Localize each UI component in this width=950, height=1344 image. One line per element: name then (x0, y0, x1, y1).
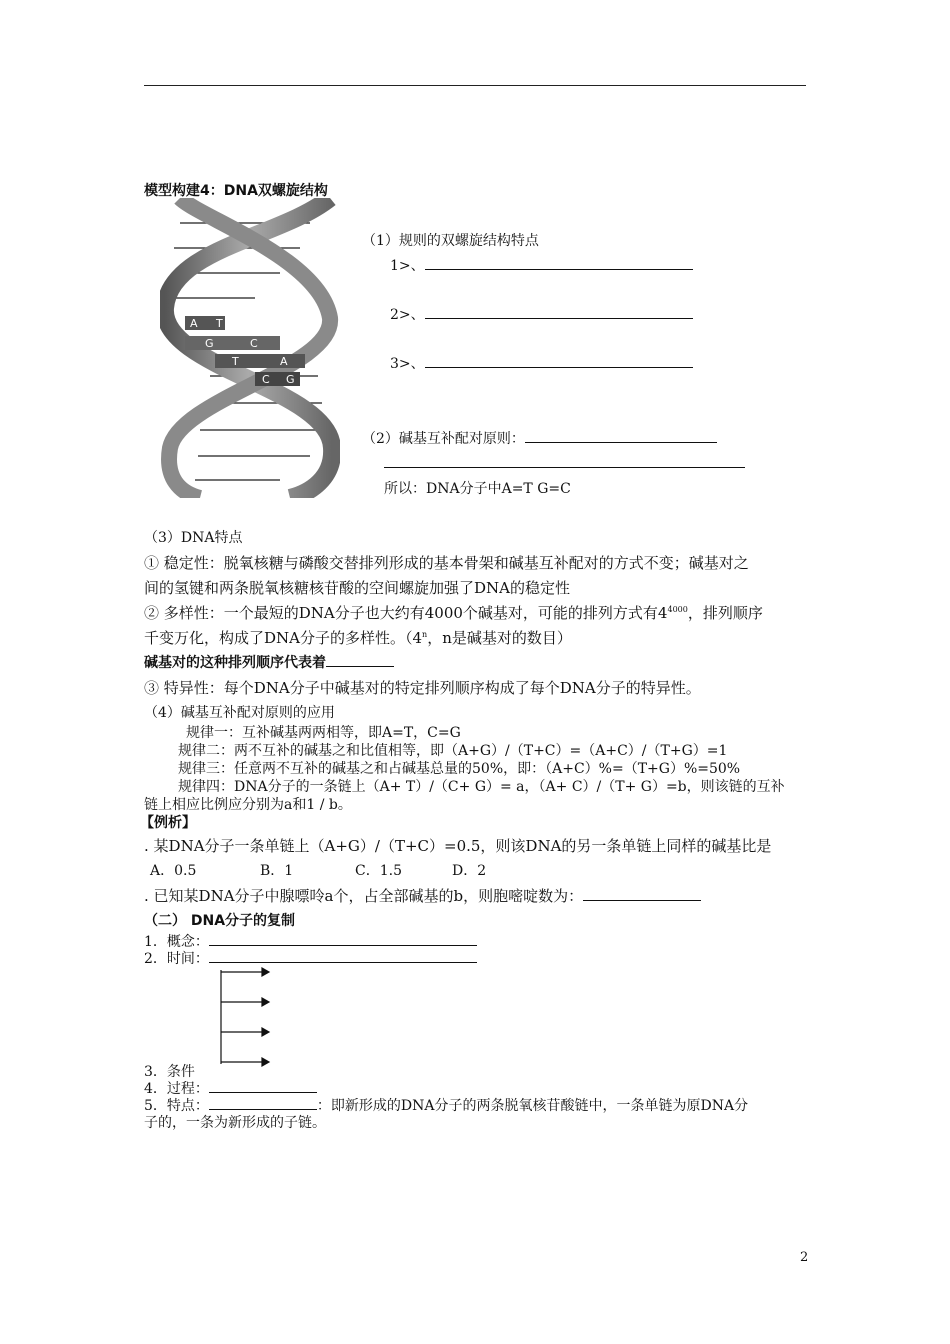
replication-title: （二） DNA分子的复制 (144, 913, 296, 929)
diversity-text: ② 多样性：一个最短的DNA分子也大约有4000个碱基对，可能的排列方式有4 (144, 604, 668, 622)
answer-blank[interactable] (209, 931, 477, 946)
replication-feature-line-2: 子的，一条为新形成的子链。 (144, 1115, 326, 1131)
example-header: 【例析】 (140, 815, 196, 831)
base-label: G (205, 337, 214, 350)
specificity-line: ③ 特异性：每个DNA分子中碱基对的特定排列顺序构成了每个DNA分子的特异性。 (144, 679, 701, 697)
rule-3: 规律三：任意两不互补的碱基之和占碱基总量的50%，即：（A+C）%=（T+G）%=50% (178, 761, 741, 777)
example-q2: . 已知某DNA分子中腺嘌呤a个，占全部碱基的b，则胞嘧啶数为： (144, 887, 584, 905)
q1-option-d[interactable]: D．2 (452, 863, 487, 879)
part2-conclusion: 所以：DNA分子中A=T G=C (384, 481, 571, 497)
answer-blank[interactable] (209, 1078, 317, 1093)
part1-item-3 (390, 353, 693, 373)
part1-item-2 (390, 304, 693, 324)
conditions-bracket (218, 962, 278, 1072)
q1-option-c[interactable]: C．1.5 (355, 863, 402, 879)
replication-time-row (144, 948, 477, 968)
base-label: T (232, 355, 239, 368)
feature-text: ：即新形成的DNA分子的两条脱氧核苷酸链中，一条单链为原DNA分 (316, 1098, 749, 1114)
section-title: 模型构建4：DNA双螺旋结构 (144, 183, 328, 199)
page-number: 2 (800, 1250, 809, 1265)
diversity-line-2 (144, 627, 572, 648)
answer-blank[interactable] (525, 428, 717, 443)
stability-line-2: 间的氢键和两条脱氧核糖核苷酸的空间螺旋加强了DNA的稳定性 (144, 579, 570, 597)
diversity-text: ，n是碱基对的数目） (427, 629, 572, 647)
base-label: T (216, 317, 223, 330)
exponent: 4000 (667, 605, 688, 614)
base-label: C (262, 373, 270, 386)
base-label: A (190, 317, 198, 330)
item-label: 3>、 (390, 356, 425, 372)
base-label: C (250, 337, 258, 350)
dna-helix-figure (160, 198, 340, 498)
sequence-note-row (144, 652, 394, 672)
part1-title: （1）规则的双螺旋结构特点 (362, 233, 539, 249)
stability-line-1: ① 稳定性：脱氧核糖与磷酸交替排列形成的基本骨架和碱基互补配对的方式不变；碱基对之 (144, 554, 749, 572)
part4-title: （4）碱基互补配对原则的应用 (144, 705, 335, 721)
process-label: 4．过程： (144, 1081, 209, 1097)
feature-label: 5．特点： (144, 1098, 209, 1114)
time-label: 2．时间： (144, 951, 209, 967)
rule-4-line-2: 链上相应比例应分别为a和1 / b。 (144, 797, 352, 813)
base-label: G (286, 373, 295, 386)
item-label: 1>、 (390, 258, 425, 274)
item-label: 2>、 (390, 307, 425, 323)
answer-blank[interactable] (209, 1095, 317, 1110)
part1-item-1 (390, 255, 693, 275)
q1-option-a[interactable]: A．0.5 (150, 863, 197, 879)
sequence-note: 碱基对的这种排列顺序代表着 (144, 655, 326, 671)
rule-1: 规律一：互补碱基两两相等，即A=T，C=G (186, 725, 461, 741)
answer-blank[interactable] (425, 353, 693, 368)
header-rule (144, 85, 806, 86)
part2-title: （2）碱基互补配对原则： (362, 431, 525, 447)
answer-blank[interactable] (326, 652, 394, 667)
base-label: A (280, 355, 288, 368)
example-q2-row (144, 885, 701, 906)
answer-blank-line[interactable] (384, 467, 745, 468)
part2-title-row (362, 428, 717, 448)
q1-option-b[interactable]: B．1 (260, 863, 294, 879)
rule-4-line-1: 规律四：DNA分子的一条链上（A+ T）/（C+ G）= a，（A+ C）/（T+ G）=b，则该链的互补 (178, 779, 785, 795)
concept-label: 1．概念： (144, 934, 209, 950)
diversity-text: 千变万化，构成了DNA分子的多样性。（4 (144, 629, 423, 647)
rule-2: 规律二：两不互补的碱基之和比值相等，即（A+G）/（T+C）=（A+C）/（T+G）=1 (178, 743, 728, 759)
diversity-text: ，排列顺序 (687, 604, 763, 622)
diversity-line-1 (144, 602, 763, 623)
exponent: n (422, 630, 428, 639)
replication-conditions: 3．条件 (144, 1064, 195, 1080)
part3-title: （3）DNA特点 (144, 530, 243, 546)
answer-blank[interactable] (209, 948, 477, 963)
answer-blank[interactable] (583, 886, 701, 901)
answer-blank[interactable] (425, 255, 693, 270)
example-q1: . 某DNA分子一条单链上（A+G）/（T+C）=0.5，则该DNA的另一条单链上同样的碱基比是 (144, 837, 772, 855)
answer-blank[interactable] (425, 304, 693, 319)
